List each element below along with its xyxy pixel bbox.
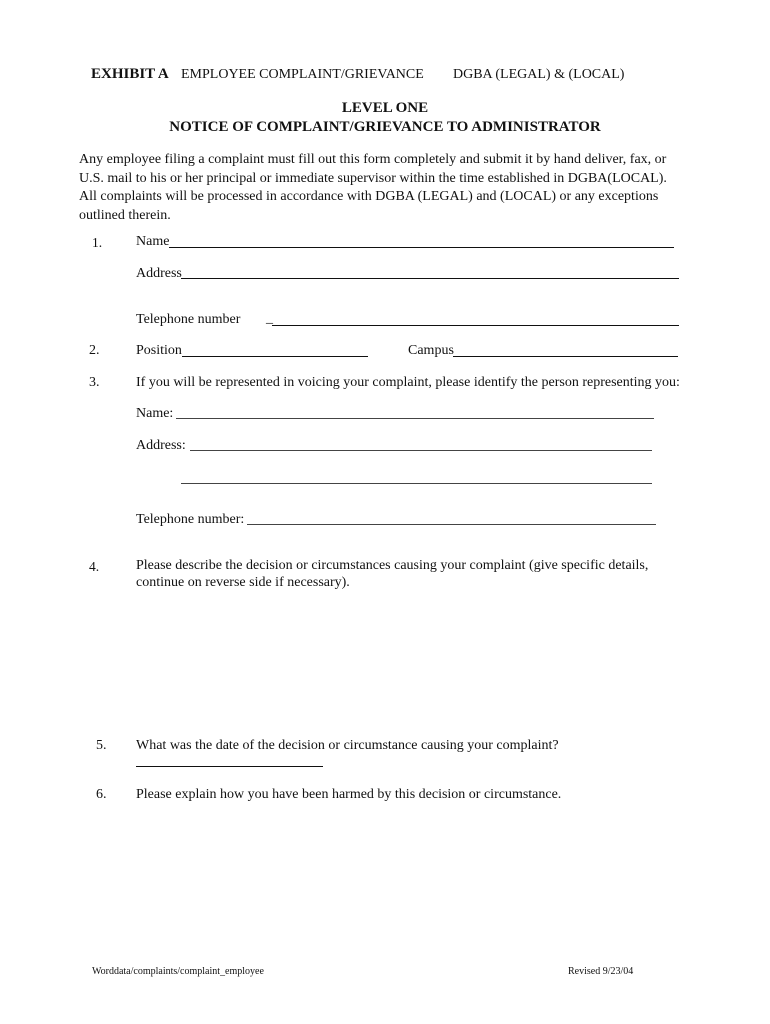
describe-answer-area[interactable] [136, 600, 681, 725]
campus-field[interactable] [453, 356, 678, 357]
intro-line: All complaints will be processed in accordance with DGBA (LEGAL) and (LOCAL) or any exceptions [79, 189, 659, 204]
telephone-field[interactable] [272, 325, 679, 326]
telephone-mark: _ [266, 311, 273, 326]
policy-reference: DGBA (LEGAL) & (LOCAL) [453, 67, 625, 82]
telephone-label: Telephone number [136, 312, 241, 327]
item-3-number: 3. [89, 375, 100, 390]
item-5-number: 5. [96, 738, 107, 753]
footer-revised-date: Revised 9/23/04 [568, 966, 634, 977]
decision-date-field[interactable] [136, 766, 323, 767]
rep-address-field[interactable] [190, 450, 652, 451]
describe-line: continue on reverse side if necessary). [136, 575, 350, 590]
harm-question: Please explain how you have been harmed by this decision or circumstance. [136, 787, 562, 802]
title-notice: NOTICE OF COMPLAINT/GRIEVANCE TO ADMINISTRATOR [169, 119, 601, 135]
title-level: LEVEL ONE [341, 100, 429, 116]
campus-label: Campus [408, 343, 454, 358]
footer-file-path: Worddata/complaints/complaint_employee [92, 966, 264, 977]
rep-address-field-2[interactable] [181, 483, 652, 484]
rep-telephone-label: Telephone number: [136, 512, 245, 527]
position-label: Position [136, 343, 182, 358]
harm-answer-area[interactable] [136, 812, 681, 952]
rep-address-label: Address: [136, 438, 186, 453]
intro-line: outlined therein. [79, 207, 171, 223]
exhibit-label: EXHIBIT A [91, 66, 169, 82]
describe-line: Please describe the decision or circumstances causing your complaint (give specific details, [136, 558, 649, 573]
item-1-number: 1. [92, 235, 103, 250]
address-label: Address [136, 266, 182, 281]
intro-line: U.S. mail to his or her principal or immediate supervisor within the time established in DGBA(LOCAL). [79, 170, 667, 186]
representative-question: If you will be represented in voicing your complaint, please identify the person representing you: [136, 375, 680, 390]
decision-date-question: What was the date of the decision or circumstance causing your complaint? [136, 738, 559, 753]
rep-name-field[interactable] [176, 418, 654, 419]
name-label: Name [136, 234, 170, 249]
form-subject: EMPLOYEE COMPLAINT/GRIEVANCE [181, 67, 424, 82]
address-field[interactable] [181, 278, 679, 279]
item-2-number: 2. [89, 343, 100, 358]
name-field[interactable] [169, 247, 674, 248]
item-4-number: 4. [89, 559, 100, 574]
position-field[interactable] [182, 356, 368, 357]
rep-telephone-field[interactable] [247, 524, 656, 525]
rep-name-label: Name: [136, 406, 174, 421]
intro-paragraph [79, 151, 699, 225]
intro-line: Any employee filing a complaint must fill out this form completely and submit it by hand deliver, fax, or [79, 152, 667, 167]
item-6-number: 6. [96, 787, 107, 802]
